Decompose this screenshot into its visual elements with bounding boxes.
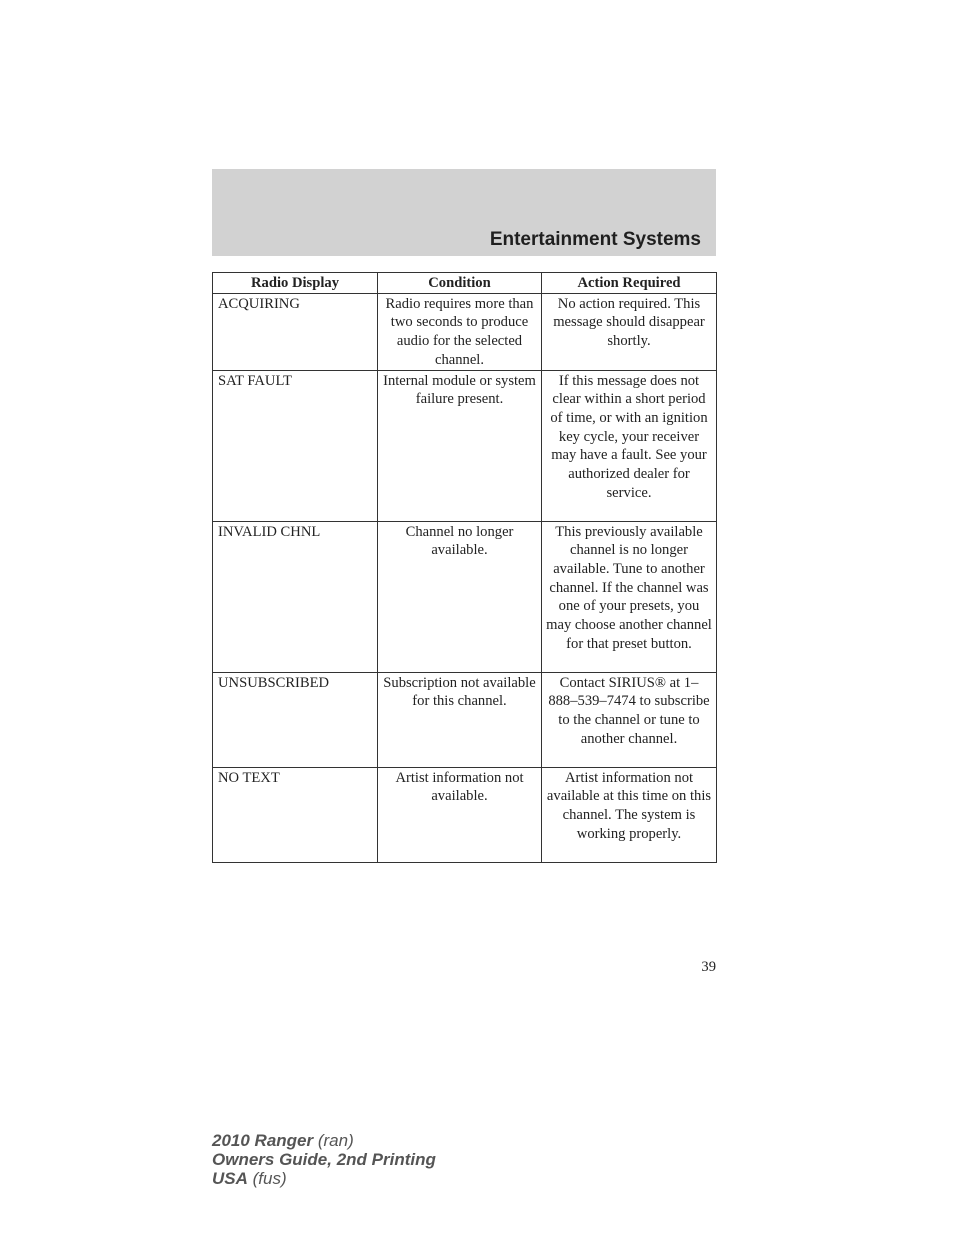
page-number: 39 [701, 959, 716, 975]
radio-display-cell: UNSUBSCRIBED [213, 672, 378, 767]
action-cell: Artist information not available at this time on this channel. The system is working properly. [542, 767, 717, 862]
condition-cell: Internal module or system failure present. [378, 370, 542, 521]
table-row [213, 521, 717, 672]
condition-cell: Radio requires more than two seconds to produce audio for the selected channel. [378, 293, 542, 370]
column-header-radio-display: Radio Display [213, 273, 378, 294]
radio-display-table [212, 272, 717, 863]
footer-line-guide [212, 1150, 436, 1169]
condition-cell: Artist information not available. [378, 767, 542, 862]
footer-line-market [212, 1169, 436, 1188]
footer-line-model [212, 1131, 436, 1150]
action-cell: If this message does not clear within a short period of time, or with an ignition key cycle, your receiver may have a fault. See your authorized dealer for service. [542, 370, 717, 521]
table-row [213, 370, 717, 521]
footer-imprint [212, 1131, 436, 1188]
column-header-condition: Condition [378, 273, 542, 294]
action-cell: This previously available channel is no longer available. Tune to another channel. If the channel was one of your presets, you may choose another channel for that preset button. [542, 521, 717, 672]
footer-model: 2010 Ranger [212, 1131, 314, 1150]
radio-display-cell: INVALID CHNL [213, 521, 378, 672]
footer-market-code: (fus) [252, 1169, 287, 1188]
radio-display-cell: NO TEXT [213, 767, 378, 862]
action-cell: Contact SIRIUS® at 1–888–539–7474 to subscribe to the channel or tune to another channel. [542, 672, 717, 767]
section-title: Entertainment Systems [489, 229, 701, 250]
radio-display-cell: SAT FAULT [213, 370, 378, 521]
condition-cell: Channel no longer available. [378, 521, 542, 672]
column-header-action-required: Action Required [542, 273, 717, 294]
table-header-row [213, 273, 717, 294]
section-header-band [212, 169, 716, 256]
table-row [213, 767, 717, 862]
table-row [213, 293, 717, 370]
footer-model-code: (ran) [317, 1131, 354, 1150]
footer-market: USA [212, 1169, 248, 1188]
footer-guide: Owners Guide, 2nd Printing [212, 1150, 436, 1169]
action-cell: No action required. This message should disappear shortly. [542, 293, 717, 370]
table-row [213, 672, 717, 767]
radio-display-cell: ACQUIRING [213, 293, 378, 370]
condition-cell: Subscription not available for this channel. [378, 672, 542, 767]
